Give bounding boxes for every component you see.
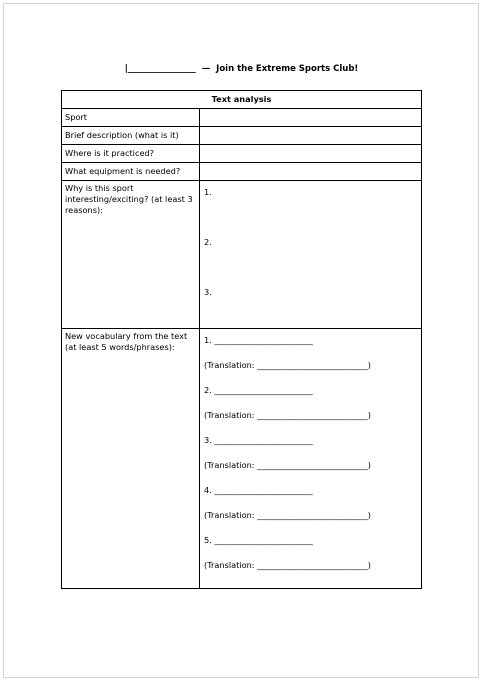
reasons-label: Why is this sport interesting/exciting? (at least 3 reasons): (62, 181, 200, 329)
reasons-answer-cell[interactable] (200, 181, 422, 329)
worksheet-title (0, 64, 483, 74)
row-answer-description[interactable] (200, 127, 422, 145)
vocab-answer-cell[interactable] (200, 329, 422, 589)
reason-3: 3. (204, 287, 212, 297)
text-analysis-table (61, 90, 422, 589)
vocab-translation-4: (Translation: ___________________________) (204, 510, 371, 520)
row-answer-equipment[interactable] (200, 163, 422, 181)
row-label-description: Brief description (what is it) (62, 127, 200, 145)
vocab-word-2: 2. ________________________ (204, 385, 313, 395)
title-dash: — (201, 64, 211, 74)
row-label-sport: Sport (62, 109, 200, 127)
row-label-where: Where is it practiced? (62, 145, 200, 163)
reason-2: 2. (204, 237, 212, 247)
name-blank: |________________ (124, 64, 196, 74)
vocab-translation-3: (Translation: ___________________________) (204, 460, 371, 470)
vocab-word-3: 3. ________________________ (204, 435, 313, 445)
row-label-equipment: What equipment is needed? (62, 163, 200, 181)
title-text: Join the Extreme Sports Club! (216, 64, 359, 74)
vocab-word-4: 4. ________________________ (204, 485, 313, 495)
vocab-word-1: 1. ________________________ (204, 335, 313, 345)
vocab-translation-2: (Translation: ___________________________) (204, 410, 371, 420)
row-answer-where[interactable] (200, 145, 422, 163)
table-header: Text analysis (62, 91, 422, 109)
vocab-translation-5: (Translation: ___________________________) (204, 560, 371, 570)
vocab-label: New vocabulary from the text (at least 5 words/phrases): (62, 329, 200, 589)
row-answer-sport[interactable] (200, 109, 422, 127)
vocab-word-5: 5. ________________________ (204, 535, 313, 545)
reason-1: 1. (204, 187, 212, 197)
vocab-translation-1: (Translation: ___________________________) (204, 360, 371, 370)
